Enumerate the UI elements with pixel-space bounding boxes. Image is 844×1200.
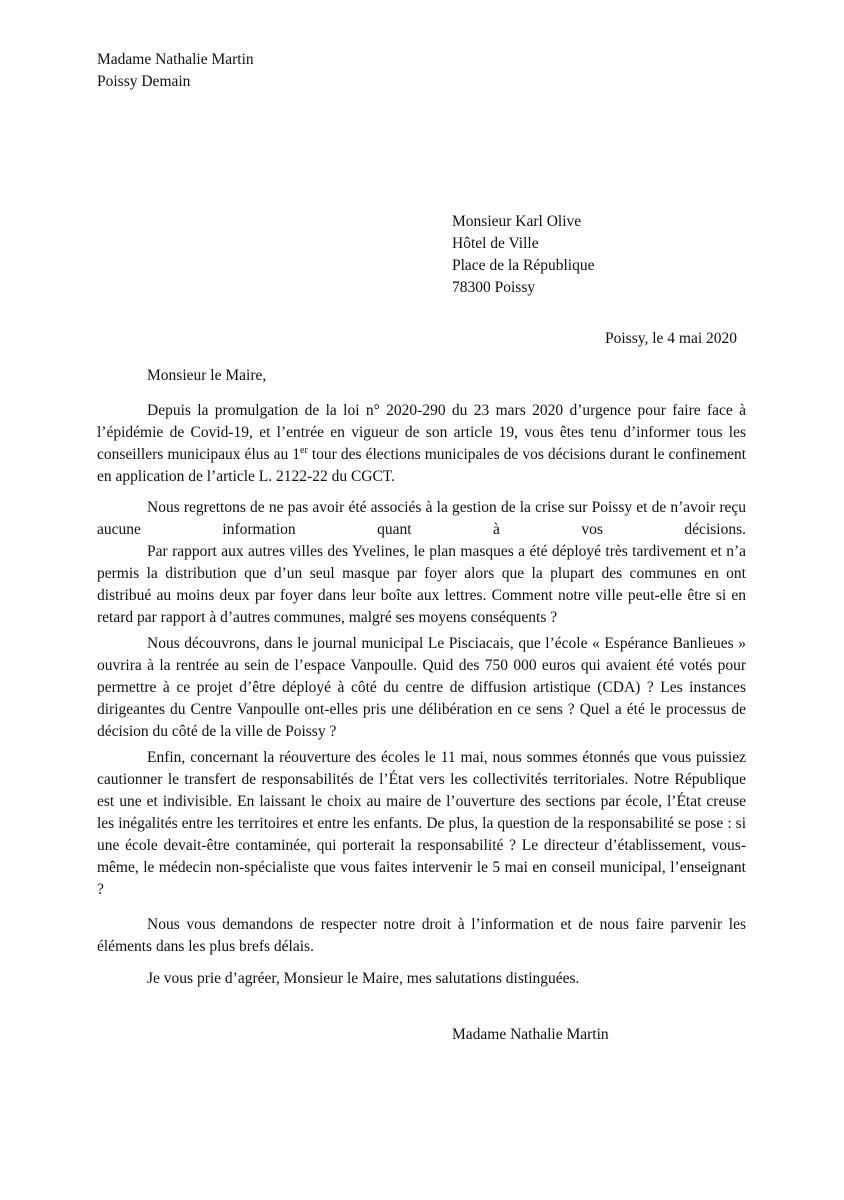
recipient-address-line-3: 78300 Poissy [452,279,536,296]
paragraph-esperance-banlieues-text: Nous découvrons, dans le journal municipal Le Pisciacais, que l’école « Espérance Banlieues » ouvrira à la rentrée au sein de l’espace Vanpoulle. Quid des 750 000 euros qui avaient été votés pour permettre à ce projet d’être déployé à côté du centre de diffusion artistique (CDA) ? Les instances dirigeantes du Centre Vanpoulle ont-elles pris une délibération en ce sens ? Quel a été le processus de décision du côté de la ville de Poissy ? [97,635,746,740]
letter-date: Poissy, le 4 mai 2020 [605,330,738,347]
paragraph-crisis-management [97,497,746,629]
paragraph-information-request [97,914,746,958]
recipient-address-line-2: Place de la République [452,257,595,274]
sender-name: Madame Nathalie Martin [97,51,254,68]
recipient-address-block [452,211,594,299]
paragraph-covid-law [97,400,746,488]
paragraph-covid-law-superscript: er [300,444,308,456]
salutation: Monsieur le Maire, [147,367,267,384]
paragraph-esperance-banlieues [97,633,746,743]
signature-name: Madame Nathalie Martin [452,1026,609,1043]
paragraph-masks-text: Par rapport aux autres villes des Yvelines, le plan masques a été déployé très tardivement et n’a permis la distribution que d’un seul masque par foyer alors que la plupart des communes en ont distribué au moins deux par foyer dans leur boîte aux lettres. Comment notre ville peut-elle être si en retard par rapport à d’autres communes, malgré ses moyens conséquents ? [97,543,746,626]
paragraph-information-request-text: Nous vous demandons de respecter notre droit à l’information et de nous faire parvenir les éléments dans les plus brefs délais. [97,916,746,955]
sender-organization: Poissy Demain [97,73,191,90]
paragraph-crisis-management-text: Nous regrettons de ne pas avoir été associés à la gestion de la crise sur Poissy et de n’avoir reçu aucune information quant à vos décisions. [97,499,746,538]
paragraph-school-reopening [97,747,746,901]
recipient-address-line-1: Hôtel de Ville [452,235,539,252]
closing-formula [97,968,746,990]
paragraph-covid-law-text-1: Depuis la promulgation de la loi n° 2020-290 du 23 mars 2020 d’urgence pour faire face à l’épidémie de Covid-19, et l’entrée en vigueur de son article 19, vous êtes tenu d’informer tous les conseillers municipaux élus au 1 [97,402,746,463]
sender-block [97,49,254,93]
recipient-name: Monsieur Karl Olive [452,213,582,230]
closing-formula-text: Je vous prie d’agréer, Monsieur le Maire, mes salutations distinguées. [147,970,580,987]
paragraph-covid-law-text-2: tour des élections municipales de vos décisions durant le confinement en application de l’article L. 2122-22 du CGCT. [97,446,747,485]
paragraph-school-reopening-text: Enfin, concernant la réouverture des écoles le 11 mai, nous sommes étonnés que vous puissiez cautionner le transfert de responsabilités de l’État vers les collectivités territoriales. Notre République est une et indivisible. En laissant le choix au maire de l’ouverture des sections par école, l’État creuse les inégalités entre les territoires et entre les enfants. De plus, la question de la responsabilité se pose : si une école devait-être contaminée, qui porterait la responsabilité ? Le directeur d’établissement, vous-même, le médecin non-spécialiste que vous faites intervenir le 5 mai en conseil municipal, l’enseignant ? [97,749,746,898]
